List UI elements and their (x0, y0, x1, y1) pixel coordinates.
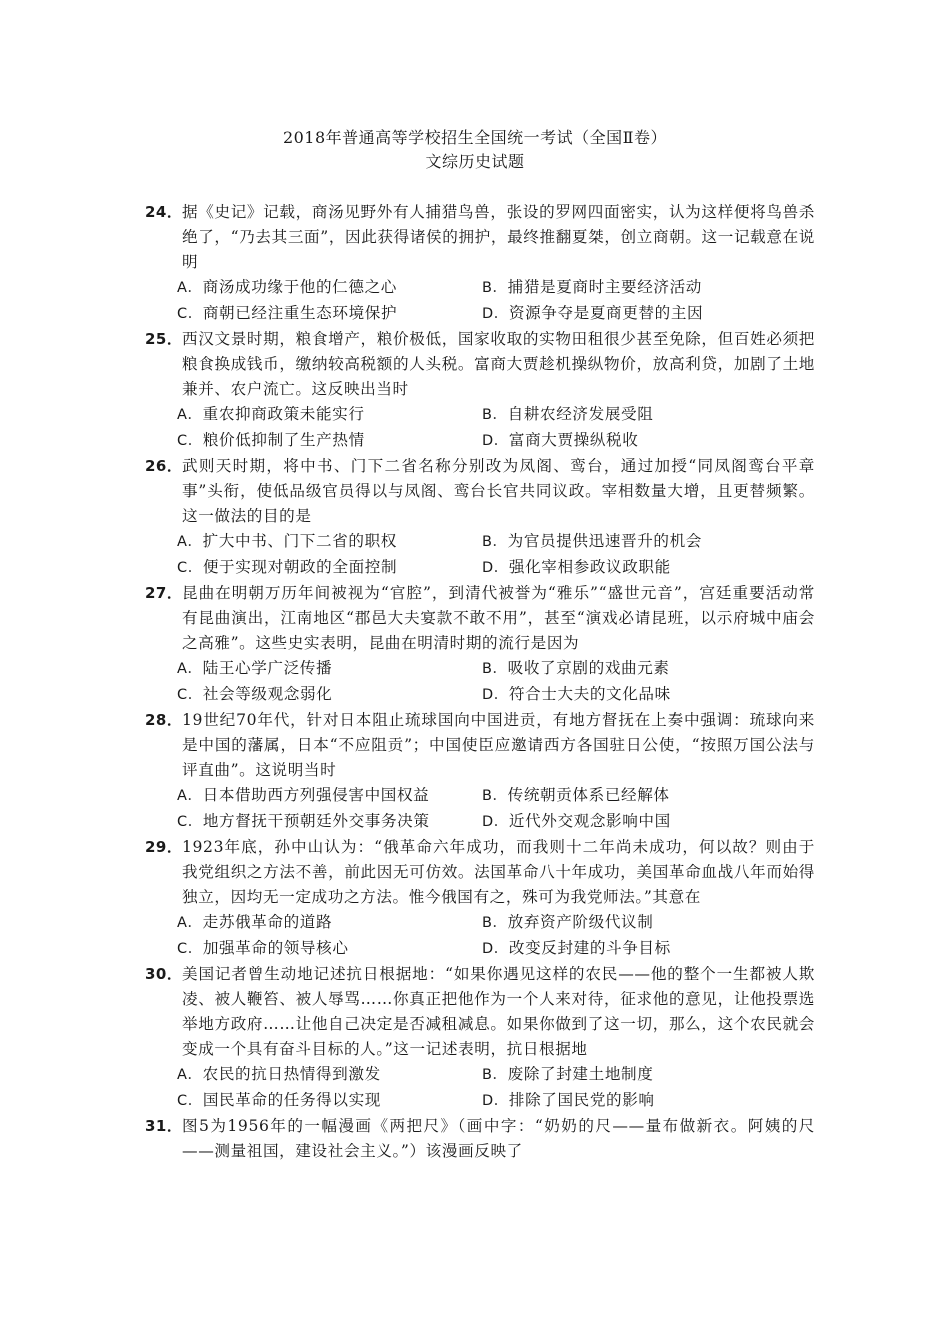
option-letter: A． (177, 280, 203, 296)
answer-options (177, 1062, 815, 1114)
option-letter: B． (482, 915, 508, 931)
option-text: 粮价低抑制了生产热情 (202, 431, 365, 449)
question-number: 27． (145, 584, 183, 602)
question-item (145, 454, 815, 581)
option-text: 陆王心学广泛传播 (202, 659, 333, 677)
exam-title: 2018年普通高等学校招生全国统一考试（全国Ⅱ卷） (282, 128, 668, 147)
option-text: 资源争夺是夏商更替的主因 (508, 304, 704, 322)
exam-subtitle: 文综历史试题 (425, 152, 525, 171)
answer-option (482, 529, 782, 555)
answer-option (482, 402, 782, 428)
answer-option (177, 529, 482, 555)
option-letter: B． (482, 661, 508, 677)
question-number: 31． (145, 1117, 183, 1135)
question-item (145, 708, 815, 835)
option-letter: B． (482, 788, 508, 804)
answer-option (482, 275, 782, 301)
question-row (145, 835, 815, 910)
answer-option (482, 936, 782, 962)
question-stem: 据《史记》记载，商汤见野外有人捕猎鸟兽，张设的罗网四面密实，认为这样便将鸟兽杀绝了，“乃去其三面”，因此获得诸侯的拥护，最终推翻夏桀，创立商朝。这一记载意在说明 (182, 203, 815, 271)
question-row (145, 200, 815, 275)
option-text: 为官员提供迅速晋升的机会 (507, 532, 702, 550)
question-list (145, 200, 815, 1164)
question-stem: 昆曲在明朝万历年间被视为“官腔”，到清代被誉为“雅乐”“盛世元音”，宫廷重要活动常有昆曲演出，江南地区“郡邑大夫宴款不敢不用”，甚至“演戏必请昆班，以示府城中庙会之高雅”。这些史实表明，昆曲在明清时期的流行是因为 (182, 584, 815, 652)
question-number: 24． (145, 203, 183, 221)
option-text: 商朝已经注重生态环境保护 (202, 304, 398, 322)
question-number: 30． (145, 965, 183, 983)
question-row (145, 581, 815, 656)
question-number: 25． (145, 330, 183, 348)
question-stem: 19世纪70年代，针对日本阻止琉球国向中国进贡，有地方督抚在上奏中强调：琉球向来是中国的藩属，日本“不应阻贡”；中国使臣应邀请西方各国驻日公使，“按照万国公法与评直曲”。这说明当时 (182, 711, 815, 779)
question-stem: 西汉文景时期，粮食增产，粮价极低，国家收取的实物田租很少甚至免除，但百姓必须把粮食换成钱币，缴纳较高税额的人头税。富商大贾趁机操纵物价，放高利贷，加剧了土地兼并、农户流亡。这反映出当时 (182, 330, 815, 398)
question-stem: 武则天时期，将中书、门下二省名称分别改为凤阁、鸾台，通过加授“同凤阁鸾台平章事”头衔，使低品级官员得以与凤阁、鸾台长官共同议政。宰相数量大增，且更替频繁。这一做法的目的是 (182, 457, 815, 525)
answer-options (177, 910, 815, 962)
answer-option (177, 910, 482, 936)
option-letter: D． (482, 433, 509, 449)
question-row (145, 962, 815, 1062)
answer-option (177, 1088, 482, 1114)
answer-option (177, 402, 482, 428)
option-letter: C． (177, 560, 203, 576)
option-letter: D． (482, 1093, 509, 1109)
option-letter: C． (177, 306, 203, 322)
option-text: 废除了封建土地制度 (507, 1065, 654, 1083)
answer-option (177, 783, 482, 809)
option-text: 走苏俄革命的道路 (202, 913, 333, 931)
question-item (145, 835, 815, 962)
answer-option (482, 910, 782, 936)
question-item (145, 1114, 815, 1164)
answer-option (482, 301, 782, 327)
option-text: 排除了国民党的影响 (508, 1091, 655, 1109)
option-letter: B． (482, 1067, 508, 1083)
option-text: 自耕农经济发展受阻 (507, 405, 654, 423)
answer-option (177, 275, 482, 301)
option-letter: A． (177, 788, 203, 804)
answer-options (177, 275, 815, 327)
answer-option (482, 1088, 782, 1114)
answer-option (482, 656, 782, 682)
question-row (145, 454, 815, 529)
answer-option (482, 682, 782, 708)
option-text: 农民的抗日热情得到激发 (202, 1065, 381, 1083)
answer-option (482, 783, 782, 809)
option-text: 近代外交观念影响中国 (508, 812, 671, 830)
option-text: 富商大贾操纵税收 (508, 431, 639, 449)
option-letter: D． (482, 306, 509, 322)
answer-option (482, 1062, 782, 1088)
question-number: 29． (145, 838, 183, 856)
answer-option (177, 656, 482, 682)
option-letter: C． (177, 1093, 203, 1109)
option-letter: C． (177, 814, 203, 830)
answer-option (482, 428, 782, 454)
option-letter: A． (177, 661, 203, 677)
answer-options (177, 402, 815, 454)
option-text: 捕猎是夏商时主要经济活动 (507, 278, 702, 296)
option-text: 吸收了京剧的戏曲元素 (507, 659, 670, 677)
option-text: 传统朝贡体系已经解体 (507, 786, 670, 804)
option-letter: C． (177, 687, 203, 703)
question-item (145, 581, 815, 708)
option-text: 商汤成功缘于他的仁德之心 (202, 278, 397, 296)
option-text: 放弃资产阶级代议制 (507, 913, 654, 931)
option-letter: A． (177, 534, 203, 550)
answer-option (177, 1062, 482, 1088)
answer-option (177, 809, 482, 835)
answer-option (482, 809, 782, 835)
question-stem: 美国记者曾生动地记述抗日根据地：“如果你遇见这样的农民——他的整个一生都被人欺凌、被人鞭笞、被人辱骂……你真正把他作为一个人来对待，征求他的意见，让他投票选举地方政府……让他自己决定是否减租减息。如果你做到了这一切，那么，这个农民就会变成一个具有奋斗目标的人。”这一记述表明，抗日根据地 (182, 965, 815, 1058)
option-text: 地方督抚干预朝廷外交事务决策 (202, 812, 430, 830)
question-row (145, 327, 815, 402)
answer-option (177, 301, 482, 327)
answer-option (177, 428, 482, 454)
option-text: 社会等级观念弱化 (202, 685, 333, 703)
option-letter: A． (177, 407, 203, 423)
option-letter: B． (482, 280, 508, 296)
option-letter: D． (482, 814, 509, 830)
question-row (145, 1114, 815, 1164)
option-text: 强化宰相参政议政职能 (508, 558, 671, 576)
option-letter: A． (177, 1067, 203, 1083)
answer-option (177, 682, 482, 708)
question-stem: 1923年底，孙中山认为：“俄革命六年成功，而我则十二年尚未成功，何以故？则由于我党组织之方法不善，前此因无可仿效。法国革命八十年成功，美国革命血战八年而始得独立，因均无一定成功之方法。惟今俄国有之，殊可为我党师法。”其意在 (182, 838, 815, 906)
option-letter: C． (177, 433, 203, 449)
question-stem: 图5为1956年的一幅漫画《两把尺》（画中字：“奶奶的尺——量布做新衣。阿姨的尺——测量祖国，建设社会主义。”）该漫画反映了 (182, 1117, 815, 1160)
question-row (145, 708, 815, 783)
option-letter: D． (482, 687, 509, 703)
answer-option (482, 555, 782, 581)
option-letter: D． (482, 560, 509, 576)
question-number: 28． (145, 711, 183, 729)
option-letter: B． (482, 407, 508, 423)
answer-options (177, 783, 815, 835)
answer-options (177, 529, 815, 581)
option-text: 国民革命的任务得以实现 (202, 1091, 381, 1109)
option-text: 扩大中书、门下二省的职权 (202, 532, 397, 550)
answer-options (177, 656, 815, 708)
option-letter: A． (177, 915, 203, 931)
option-text: 加强革命的领导核心 (202, 939, 349, 957)
question-item (145, 962, 815, 1114)
question-number: 26． (145, 457, 183, 475)
option-letter: B． (482, 534, 508, 550)
option-text: 日本借助西方列强侵害中国权益 (202, 786, 430, 804)
option-letter: D． (482, 941, 509, 957)
option-text: 重农抑商政策未能实行 (202, 405, 365, 423)
option-text: 便于实现对朝政的全面控制 (202, 558, 398, 576)
question-item (145, 327, 815, 454)
question-item (145, 200, 815, 327)
option-letter: C． (177, 941, 203, 957)
answer-option (177, 936, 482, 962)
answer-option (177, 555, 482, 581)
option-text: 改变反封建的斗争目标 (508, 939, 671, 957)
option-text: 符合士大夫的文化品味 (508, 685, 671, 703)
